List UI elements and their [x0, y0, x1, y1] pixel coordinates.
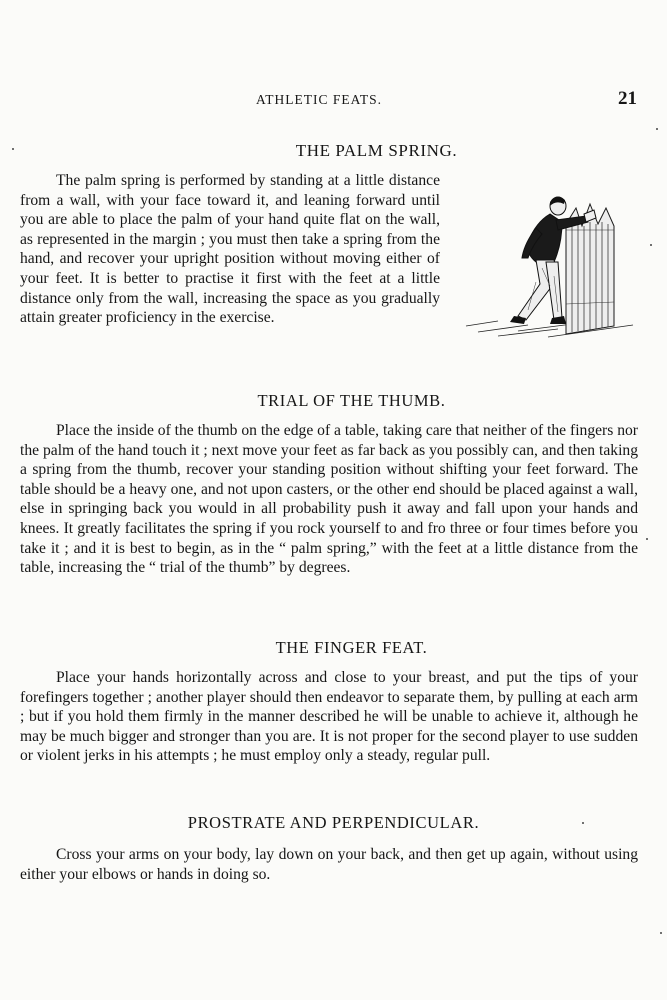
section-body-prostrate: Cross your arms on your body, lay down on your back, and then get up again, without using either your elbows or hands in doing so. — [20, 846, 638, 883]
scan-speck — [12, 148, 14, 150]
scan-speck — [660, 932, 662, 934]
section-body-trial-of-thumb: Place the inside of the thumb on the edge of a table, taking care that neither of the fingers nor the palm of the hand touch it ; next move your feet as far back as you possibly can, and then taking a spring from the thumb, recover your standing position without shifting your feet forward. The table should be a heavy one, and not upon casters, or the other end should be placed against a wall, else in springing back you would in all probability push it away and fall upon your hands and knees. It greatly facilitates the spring if you rock yourself to and fro three or four times before you take it ; and it is best to begin, as in the “ palm spring,” with the feet at a little distance from the table, increasing the “ trial of the thumb” by degrees. — [20, 422, 638, 577]
scan-speck — [656, 128, 658, 130]
running-head — [0, 88, 667, 114]
scan-speck — [650, 244, 652, 246]
running-title: ATHLETIC FEATS. — [256, 92, 382, 107]
palm-spring-illustration — [458, 186, 648, 342]
section-body-finger-feat: Place your hands horizontally across and close to your breast, and put the tips of your forefingers together ; another player should then endeavor to separate them, by pulling at each arm ; but if you hold them firmly in the manner described he will be unable to achieve it, although he may be much bigger and stronger than you are. It is not proper for the second player to use sudden or violent jerks in his attempts ; he must employ only a steady, regular pull. — [20, 669, 638, 765]
scan-speck — [646, 538, 648, 540]
scan-speck — [582, 822, 584, 824]
section-heading-finger-feat: THE FINGER FEAT. — [275, 638, 428, 657]
section-heading-palm-spring: THE PALM SPRING. — [295, 141, 458, 160]
section-body-palm-spring: The palm spring is performed by standing at a little distance from a wall, with your face toward it, and leaning forward until you are able to place the palm of your hand quite flat on the wall, as represented in the margin ; you must then take a spring from the hand, and recover your upright position without moving either of your feet. It is better to practise it first with the feet at a little distance only from the wall, increasing the space as you gradually attain greater proficiency in the exercise. — [20, 172, 440, 327]
page-number: 21 — [618, 88, 637, 109]
section-heading-trial-of-thumb: TRIAL OF THE THUMB. — [257, 391, 446, 410]
section-heading-prostrate: PROSTRATE AND PERPENDICULAR. — [187, 813, 480, 832]
